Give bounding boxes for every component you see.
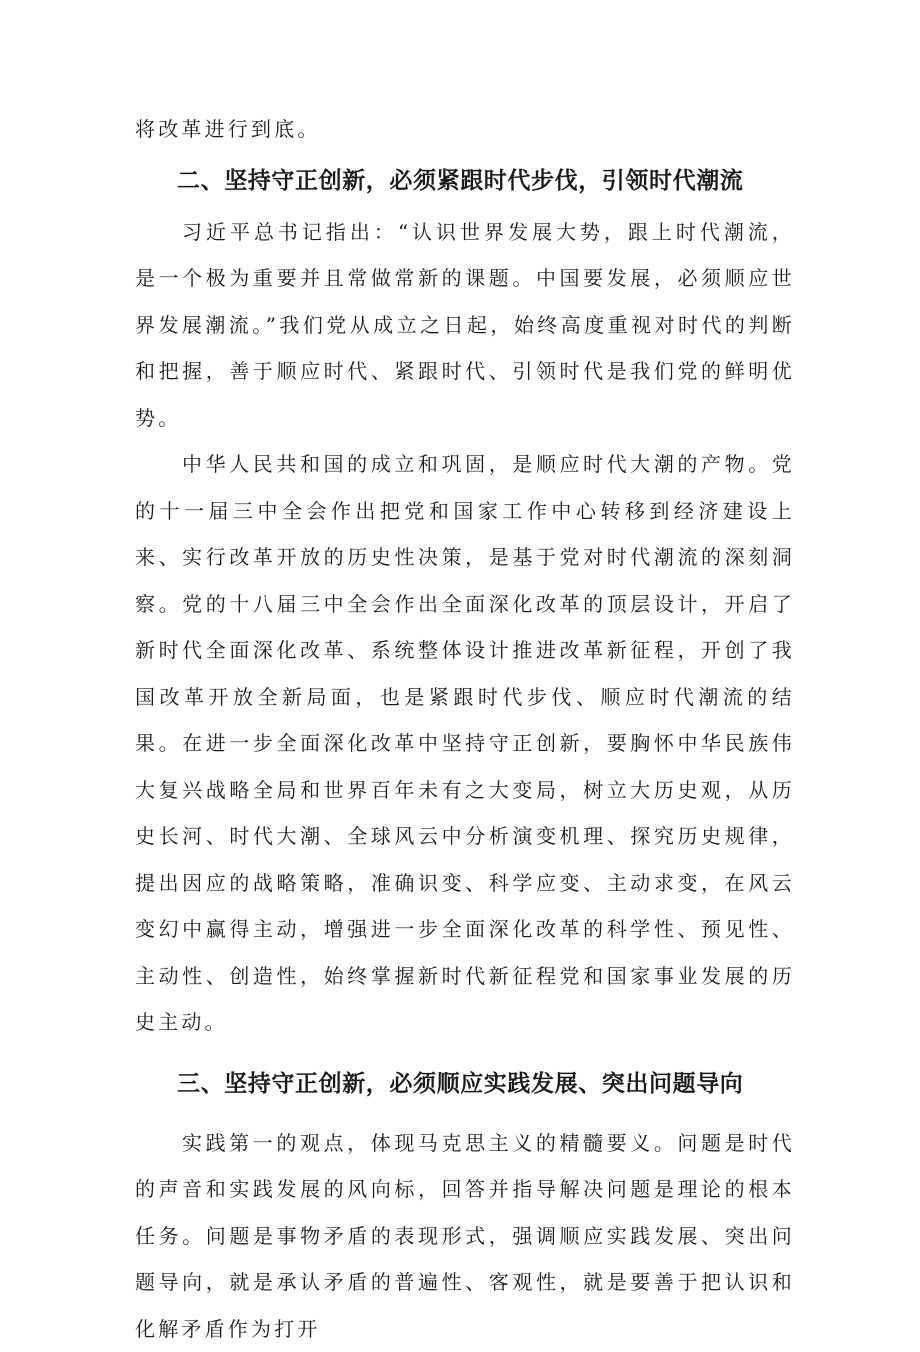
section-2-heading: 二、坚持守正创新，必须紧跟时代步伐，引领时代潮流 [135,157,795,205]
continuation-paragraph: 将改革进行到底。 [135,106,795,153]
section-3-paragraph-1: 实践第一的观点，体现马克思主义的精髓要义。问题是时代的声音和实践发展的风向标，回答并指导解决问题是理论的根本任务。问题是事物矛盾的表现形式，强调顺应实践发展、突出问题导向，就是承认矛盾的普遍性、客观性，就是要善于把认识和化解矛盾作为打开 [135,1120,795,1352]
section-3-heading: 三、坚持守正创新，必须顺应实践发展、突出问题导向 [135,1060,795,1108]
document-body [135,106,795,1352]
section-2-paragraph-1: 习近平总书记指出：“认识世界发展大势，跟上时代潮流，是一个极为重要并且常做常新的课题。中国要发展，必须顺应世界发展潮流。”我们党从成立之日起，始终高度重视对时代的判断和把握，善于顺应时代、紧跟时代、引领时代是我们党的鲜明优势。 [135,209,795,442]
section-2-paragraph-2: 中华人民共和国的成立和巩固，是顺应时代大潮的产物。党的十一届三中全会作出把党和国家工作中心转移到经济建设上来、实行改革开放的历史性决策，是基于党对时代潮流的深刻洞察。党的十八届三中全会作出全面深化改革的顶层设计，开启了新时代全面深化改革、系统整体设计推进改革新征程，开创了我国改革开放全新局面，也是紧跟时代步伐、顺应时代潮流的结果。在进一步全面深化改革中坚持守正创新，要胸怀中华民族伟大复兴战略全局和世界百年未有之大变局，树立大历史观，从历史长河、时代大潮、全球风云中分析演变机理、探究历史规律，提出因应的战略策略，准确识变、科学应变、主动求变，在风云变幻中赢得主动，增强进一步全面深化改革的科学性、预见性、主动性、创造性，始终掌握新时代新征程党和国家事业发展的历史主动。 [135,441,795,1046]
